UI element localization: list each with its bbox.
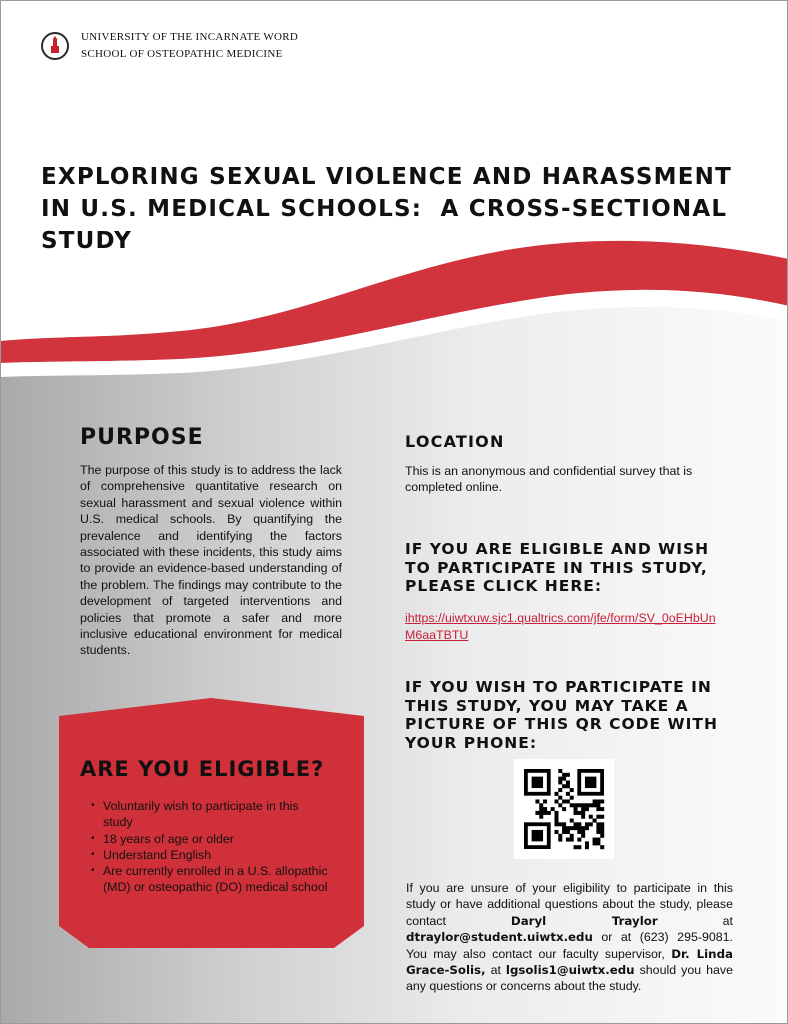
supervisor-at: at: [485, 963, 506, 978]
list-item: • Understand English: [91, 847, 331, 863]
header: [41, 29, 298, 63]
title-line: IN U.S. MEDICAL SCHOOLS: A CROSS-SECTIONAL: [41, 196, 728, 222]
purpose-heading: PURPOSE: [80, 425, 204, 450]
location-heading: LOCATION: [405, 432, 505, 451]
supervisor-email[interactable]: lgsolis1@uiwtx.edu: [505, 963, 635, 978]
eligibility-list: [91, 798, 331, 896]
list-item: • Voluntarily wish to participate in this study: [91, 798, 331, 831]
list-item: • Are currently enrolled in a U.S. allopathic (MD) or osteopathic (DO) medical school: [91, 863, 331, 896]
participate-heading: IF YOU ARE ELIGIBLE AND WISH TO PARTICIPATE IN THIS STUDY, PLEASE CLICK HERE:: [405, 540, 710, 595]
contact-phone-text: or at (623) 295-9081. You may also contact our faculty supervisor,: [406, 930, 733, 961]
school-name: SCHOOL OF OSTEOPATHIC MEDICINE: [81, 48, 283, 60]
location-body: This is an anonymous and confidential survey that is completed online.: [405, 464, 693, 495]
study-title: [41, 161, 741, 257]
contact-intro: If you are unsure of your eligibility to participate in this study or have additional questions about the study, please contact: [406, 881, 733, 928]
survey-link[interactable]: https://uiwtxuw.sjc1.qualtrics.com/jfe/form/SV_0oEHbUnM6aaTBTU: [405, 611, 716, 642]
contact-person: Daryl Traylor: [510, 913, 658, 928]
contact-at: at: [657, 913, 733, 928]
contact-email[interactable]: dtraylor@student.uiwtx.edu: [406, 930, 593, 945]
contact-outro: should you have any questions or concerns about the study.: [406, 963, 733, 994]
list-item: • 18 years of age or older: [91, 831, 331, 847]
tower-seal-icon: [41, 32, 69, 60]
eligibility-heading: ARE YOU ELIGIBLE?: [80, 757, 325, 781]
contact-paragraph: [406, 880, 733, 995]
survey-link-block: [405, 610, 725, 643]
qr-heading: IF YOU WISH TO PARTICIPATE IN THIS STUDY, YOU MAY TAKE A PICTURE OF THIS QR CODE WITH YOUR PHONE:: [405, 678, 718, 752]
supervisor-name: Dr. Linda Grace-Solis,: [406, 946, 733, 978]
qr-code-icon[interactable]: [514, 759, 614, 859]
title-line: EXPLORING SEXUAL VIOLENCE AND HARASSMENT: [41, 164, 733, 190]
title-line: STUDY: [41, 228, 133, 254]
link-prefix: i: [405, 611, 408, 625]
purpose-body: The purpose of this study is to address the lack of comprehensive quantitative research on sexual harassment and sexual violence within U.S. medical schools. By quantifying the prevalence and identifying the factors associated with these incidents, this study aims to provide an evidence-based understanding of the problem. The findings may contribute to the development of targeted interventions and policies that promote a safer and more inclusive educational environment for medical students.: [80, 463, 342, 658]
university-name: UNIVERSITY OF THE INCARNATE WORD: [81, 31, 299, 43]
